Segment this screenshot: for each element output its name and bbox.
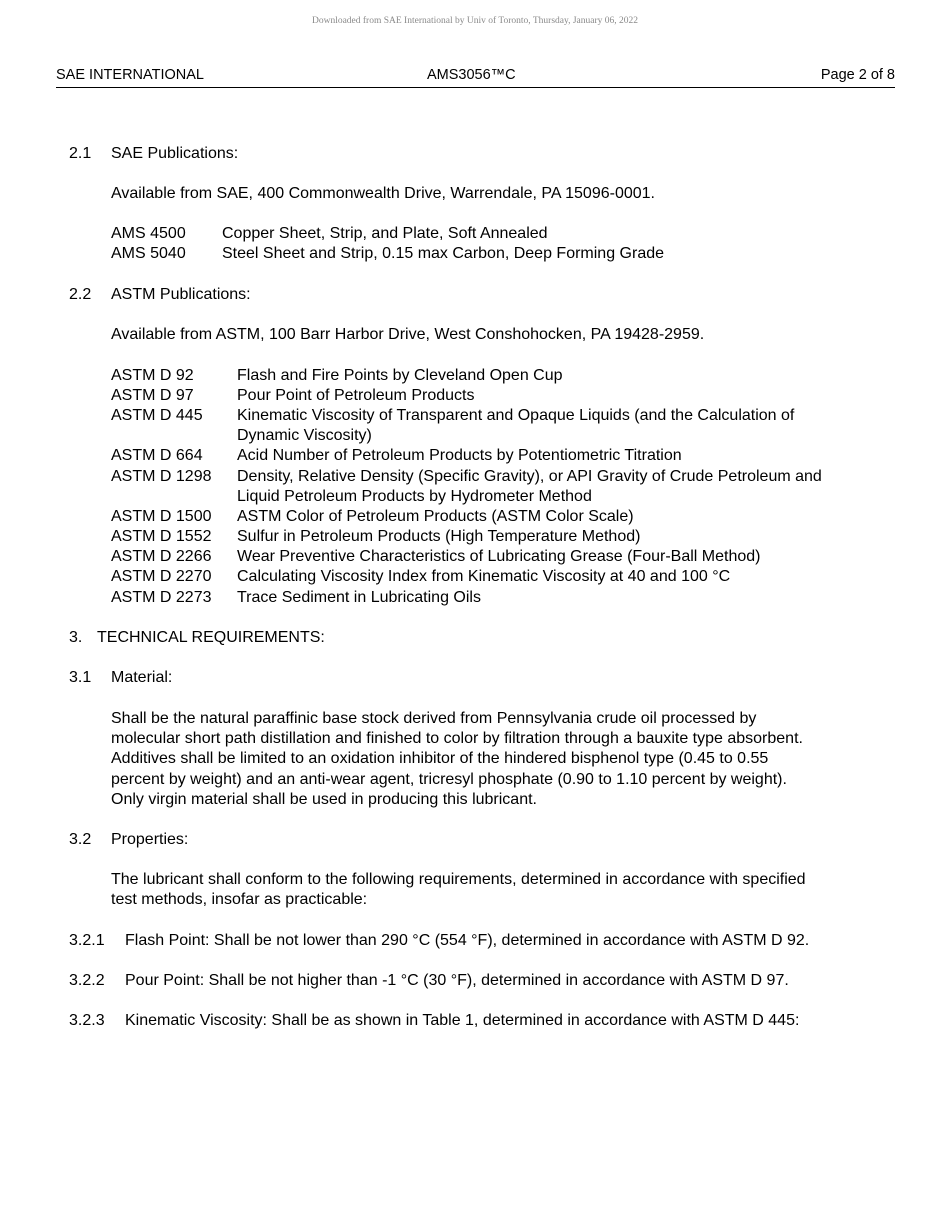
ref-title: Steel Sheet and Strip, 0.15 max Carbon, Deep Forming Grade (222, 245, 665, 262)
ref-title: Copper Sheet, Strip, and Plate, Soft Annealed (222, 225, 548, 242)
section-3-1-number: 3.1 (69, 669, 92, 686)
page-header (56, 67, 895, 88)
body-line: Shall be the natural paraffinic base stock derived from Pennsylvania crude oil processed by (111, 710, 757, 727)
section-3-1-title: Material: (111, 669, 173, 686)
ref-title-continued: Liquid Petroleum Products by Hydrometer Method (237, 488, 592, 505)
body-line: Additives shall be limited to an oxidation inhibitor of the hindered bisphenol type (0.45 to 0.55 (111, 750, 769, 768)
ref-title: Wear Preventive Characteristics of Lubricating Grease (Four-Ball Method) (237, 548, 761, 565)
ref-code: AMS 5040 (111, 245, 186, 262)
header-org: SAE INTERNATIONAL (56, 67, 204, 83)
ref-title: Density, Relative Density (Specific Gravity), or API Gravity of Crude Petroleum and (237, 468, 822, 485)
section-3-2-body (111, 870, 806, 910)
section-3-2-number: 3.2 (69, 831, 92, 848)
section-3-2-1-number: 3.2.1 (69, 932, 105, 949)
body-line: The lubricant shall conform to the following requirements, determined in accordance with specified (111, 871, 806, 888)
ref-title: Calculating Viscosity Index from Kinematic Viscosity at 40 and 100 °C (237, 568, 731, 585)
section-3-2-2-text: Pour Point: Shall be not higher than -1 °C (30 °F), determined in accordance with ASTM D 97. (125, 972, 789, 989)
ref-code: ASTM D 2270 (111, 568, 212, 585)
download-watermark: Downloaded from SAE International by Univ of Toronto, Thursday, January 06, 2022 (311, 16, 639, 26)
section-3-number: 3. (69, 629, 83, 646)
section-2-2-availability: Available from ASTM, 100 Barr Harbor Drive, West Conshohocken, PA 19428-2959. (111, 326, 705, 343)
ref-title: Sulfur in Petroleum Products (High Temperature Method) (237, 528, 641, 545)
header-page-number: Page 2 of 8 (820, 67, 895, 83)
ref-code: AMS 4500 (111, 225, 186, 242)
section-3-title: TECHNICAL REQUIREMENTS: (97, 629, 325, 646)
body-line: Only virgin material shall be used in producing this lubricant. (111, 790, 537, 808)
ref-code: ASTM D 1500 (111, 508, 212, 525)
ref-code: ASTM D 664 (111, 447, 203, 464)
section-2-1-number: 2.1 (69, 145, 92, 162)
ref-title: Acid Number of Petroleum Products by Potentiometric Titration (237, 447, 682, 464)
ref-code: ASTM D 445 (111, 407, 203, 424)
section-2-2-title: ASTM Publications: (111, 286, 251, 303)
section-2-2-number: 2.2 (69, 286, 92, 303)
ref-code: ASTM D 2273 (111, 589, 212, 606)
body-line: molecular short path distillation and finished to color by filtration through a bauxite type absorbent. (111, 730, 803, 748)
section-2-1-title: SAE Publications: (111, 145, 239, 162)
section-2-1-availability: Available from SAE, 400 Commonwealth Drive, Warrendale, PA 15096-0001. (111, 185, 655, 202)
ref-title: Kinematic Viscosity of Transparent and Opaque Liquids (and the Calculation of (237, 407, 795, 424)
section-3-2-1-text: Flash Point: Shall be not lower than 290 °C (554 °F), determined in accordance with ASTM D 92. (125, 932, 810, 949)
section-3-2-title: Properties: (111, 831, 189, 848)
section-3-2-3-text: Kinematic Viscosity: Shall be as shown in Table 1, determined in accordance with ASTM D 445: (125, 1012, 800, 1029)
ref-title: Pour Point of Petroleum Products (237, 387, 475, 404)
section-3-2-3-number: 3.2.3 (69, 1012, 105, 1029)
ref-title: Flash and Fire Points by Cleveland Open Cup (237, 367, 563, 384)
ref-title: ASTM Color of Petroleum Products (ASTM Color Scale) (237, 508, 634, 525)
ref-title-continued: Dynamic Viscosity) (237, 427, 372, 444)
body-line: percent by weight) and an anti-wear agent, tricresyl phosphate (0.90 to 1.10 percent by weight). (111, 770, 787, 788)
ref-code: ASTM D 92 (111, 367, 194, 384)
ref-code: ASTM D 97 (111, 387, 194, 404)
section-3-2-2-number: 3.2.2 (69, 972, 105, 989)
section-3-1-body (111, 709, 803, 810)
header-doc-id: AMS3056™C (427, 67, 516, 83)
ref-code: ASTM D 1298 (111, 468, 212, 485)
ref-code: ASTM D 1552 (111, 528, 212, 545)
ref-title: Trace Sediment in Lubricating Oils (237, 589, 481, 606)
body-line: test methods, insofar as practicable: (111, 891, 368, 909)
ref-code: ASTM D 2266 (111, 548, 212, 565)
